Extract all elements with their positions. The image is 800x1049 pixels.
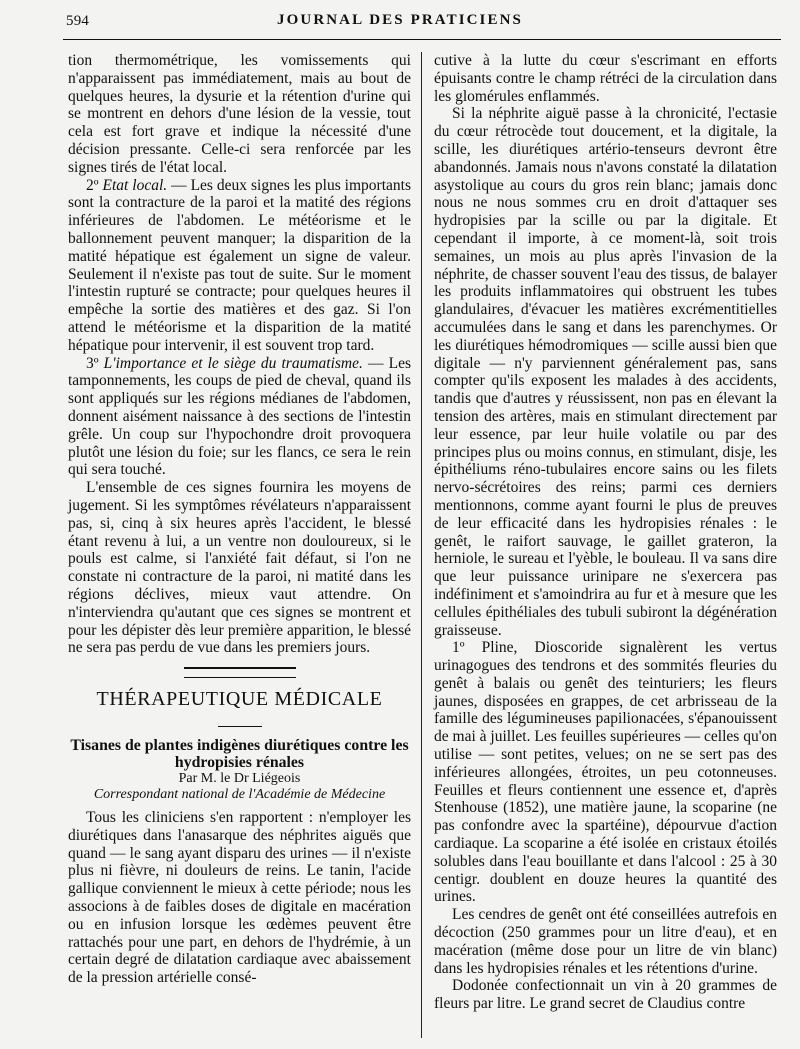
right-paragraph-1: cutive à la lutte du cœur s'escrimant en efforts épuisants contre le champ rétréci de la circulation dans les glomérules enflammés. (434, 52, 777, 105)
left-paragraph-4: L'ensemble de ces signes fournira les moyens de jugement. Si les symptômes révélateurs n'apparaissent pas, si, cinq à six heures après l'accident, le blessé étant revenu à lui, a un ventre non douloureux, si le pouls est calme, si l'anxiété fait défaut, si l'on ne constate ni contracture de la paroi, ni matité dans les régions déclives, mieux vaut attendre. On n'interviendra qu'autant que ces signes se montrent et pour les dépister dès leur première apparition, le blessé ne sera pas perdu de vue dans les premiers jours. (68, 479, 411, 657)
left-paragraph-5: Tous les cliniciens s'en rapportent : n'employer les diurétiques dans l'anasarque des néphrites aiguës que quand — le sang ayant disparu des urines — il n'existe plus ni fièvre, ni douleurs de reins. Le tanin, l'acide gallique conviennent le mieux à cette période; nous les associons à de faibles doses de digitale en macération ou en infusion lorsque les œdèmes peuvent être rattachés pour une part, en dehors de l'hydrémie, à un certain degré de dilatation cardiaque avec abaissement de la pression artérielle consé- (68, 809, 411, 987)
page-header (0, 0, 800, 40)
section-divider (184, 667, 296, 678)
left-paragraph-3-text: — Les tamponnements, les coups de pied de cheval, quand ils sont appliqués sur les régions médianes de l'abdomen, donnent aisément naissance à des sections de l'intestin grêle. Un coup sur l'hypochondre droit provoquera plutôt une lésion du foie; sur les flancs, ce sera le rein qui sera touché. (68, 354, 411, 479)
left-paragraph-2-text: — Les deux signes les plus importants sont la contracture de la paroi et la matité des régions inférieures de l'abdomen. Le météorisme et le ballonnement peuvent manquer; la disparition de la matité hépatique est également un signe de valeur. Seulement il n'existe pas tout de suite. Sur le moment l'intestin rupturé se contracte; pour quelques heures il empêche la sortie des matières et des gaz. Si l'on attend le météorisme et la disparition de la matité hépatique pour intervenir, il est souvent trop tard. (68, 176, 411, 354)
right-paragraph-3: 1º Pline, Dioscoride signalèrent les vertus urinagogues des tendrons et des sommités fleuries du genêt à balais ou genêt des teinturiers; les fleurs jaunes, disposées en grappes, de cet arbrisseau de la famille des légumineuses papilionacées, s'épanouissent de mai à juillet. Les feuilles supérieures — celles qu'on utilise — sont petites, velues; on ne se sert pas des inférieures allongées, étroites, un peu cotonneuses. Feuilles et fleurs contiennent une essence et, d'après Stenhouse (1852), une matière jaune, la scoparine (ne pas confondre avec la spartéine), dépourvue d'action cardiaque. La scoparine a été isolée en cristaux étoilés solubles dans l'eau bouillante et dans l'alcool : 25 à 30 centigr. doublent en douze heures la quantité des urines. (434, 639, 777, 906)
left-paragraph-2 (68, 177, 411, 355)
article-title: Tisanes de plantes indigènes diurétiques contre les hydropisies rénales (70, 737, 409, 772)
right-paragraph-5: Dodonée confectionnait un vin à 20 grammes de fleurs par litre. Le grand secret de Claudius contre (434, 977, 777, 1013)
right-column (434, 52, 777, 1013)
left-paragraph-3-prefix: 3º (86, 354, 104, 372)
left-paragraph-1: tion thermométrique, les vomissements qui n'apparaissent pas immédiatement, mais au bout de quelques heures, la dysurie et la rétention d'urine qui se montrent en dehors d'une lésion de la vessie, tout cela est fort grave et indique la nécessité d'une décision pressante. Celle-ci sera renforcée par les signes tirés de l'état local. (68, 52, 411, 176)
left-paragraph-2-prefix: 2º (86, 176, 103, 194)
journal-title: JOURNAL DES PRATICIENS (277, 12, 523, 28)
column-divider (421, 52, 422, 1038)
left-paragraph-2-heading: Etat local. (102, 176, 168, 194)
right-paragraph-4: Les cendres de genêt ont été conseillées autrefois en décoction (250 grammes pour un litre d'eau), et en macération (même dose pour un litre de vin blanc) dans les hydropisies rénales et les rétentions d'urine. (434, 906, 777, 977)
article-byline: Par M. le Dr Liégeois (178, 771, 301, 787)
title-rule (218, 726, 262, 727)
left-column (68, 52, 411, 987)
article-subtitle: Correspondant national de l'Académie de Médecine (93, 787, 386, 803)
page-number: 594 (66, 13, 90, 29)
section-title: THÉRAPEUTIQUE MÉDICALE (96, 688, 383, 711)
header-rule (63, 39, 781, 40)
left-paragraph-3-heading: L'importance et le siège du traumatisme. (103, 354, 363, 372)
left-paragraph-3 (68, 355, 411, 480)
right-paragraph-2: Si la néphrite aiguë passe à la chronicité, l'ectasie du cœur rétrocède tout doucement, et la digitale, la scille, les diurétiques artério-tenseurs devront être abandonnés. Jamais nous n'avons constaté la dilatation asystolique au cours du gros rein blanc; jamais donc nous ne nous sommes cru en droit d'attaquer ses hydropisies par la scille ou par la digitale. Et cependant il importe, à ce moment-là, soit trois semaines, un mois au plus après l'invasion de la néphrite, de chasser souvent l'eau des tissus, de balayer les produits inflammatoires qui obstruent les tubes glandulaires, d'évacuer les matières excrémentitielles accumulées dans le sang et dans les parenchymes. Or les diurétiques hémodromiques — scille aussi bien que digitale — n'y parviennent généralement pas, sans compter qu'ils exposent les malades à des accidents, tandis que d'autres y réussissent, non pas en élevant la tension des artères, mais en stimulant directement par leur essence, par leur huile volatile ou par des principes plus ou moins connus, en stimulant, disje, les épithéliums réno-tubulaires encore sains ou les filets nervo-sécrétoires des reins; parmi ces derniers mentionnons, comme ayant fourni le plus de preuves de leur efficacité dans les hydropisies rénales : le genêt, le raifort sauvage, le gaillet grateron, la herniole, le sureau et l'yèble, le bouleau. Il va sans dire que leur puissance urinipare ne s'exercera pas indéfiniment et s'amoindrira au fur et à mesure que les cellules épithéliales des tubuli subiront la dégénération graisseuse. (434, 105, 777, 639)
